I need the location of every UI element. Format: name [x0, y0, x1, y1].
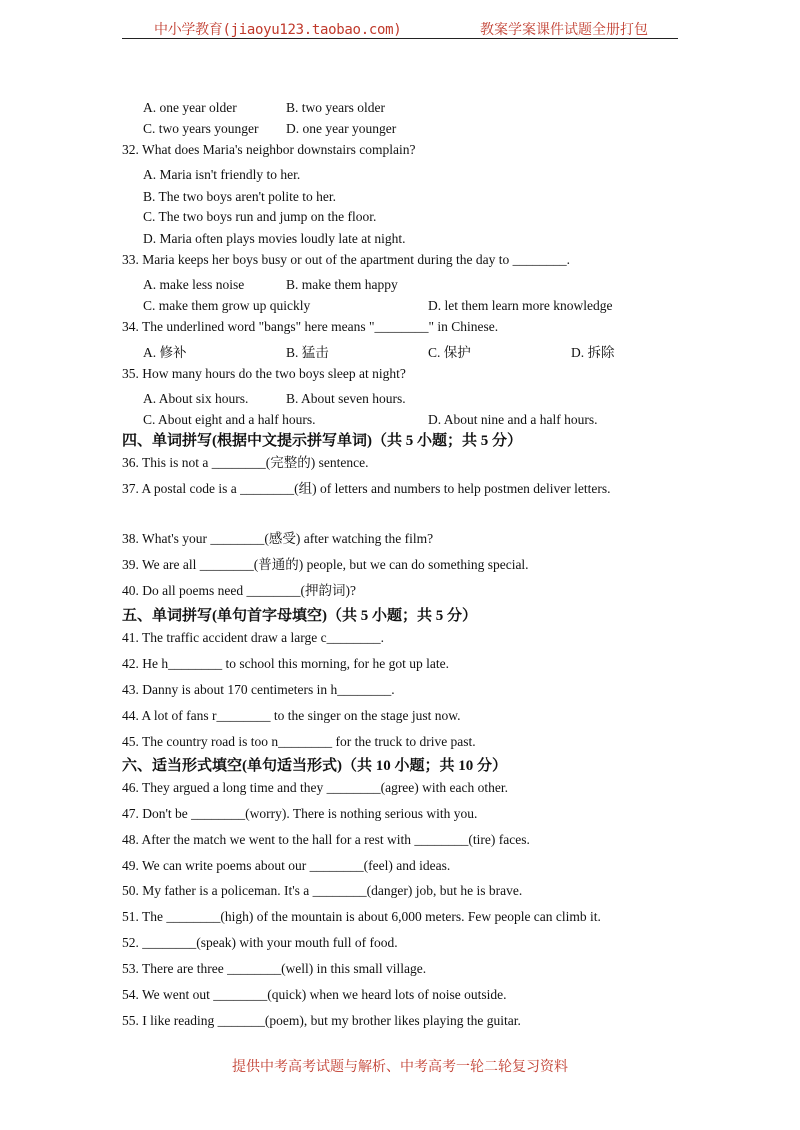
q50: 50. My father is a policeman. It's a ________(danger) job, but he is brave.	[122, 883, 523, 898]
q44: 44. A lot of fans r________ to the singer on the stage just now.	[122, 708, 461, 723]
page-header	[122, 18, 678, 39]
q36: 36. This is not a ________(完整的) sentence.	[122, 455, 369, 470]
q33-option-c: C. make them grow up quickly	[143, 298, 311, 313]
q35-option-c: C. About eight and a half hours.	[143, 412, 316, 427]
q47: 47. Don't be ________(worry). There is nothing serious with you.	[122, 806, 478, 821]
q32-option-d: D. Maria often plays movies loudly late at night.	[143, 231, 406, 246]
section-5-title: 五、单词拼写(单句首字母填空)（共 5 小题；共 5 分）	[122, 608, 477, 624]
q33-option-b: B. make them happy	[286, 277, 398, 292]
q40: 40. Do all poems need ________(押韵词)?	[122, 583, 356, 598]
q43: 43. Danny is about 170 centimeters in h________.	[122, 682, 395, 697]
q31-option-a: A. one year older	[143, 100, 237, 115]
q48: 48. After the match we went to the hall for a rest with ________(tire) faces.	[122, 832, 530, 847]
q34-option-b: B. 猛击	[286, 345, 329, 360]
q33-option-a: A. make less noise	[143, 277, 245, 292]
page-footer: 提供中考高考试题与解析、中考高考一轮二轮复习资料	[232, 1060, 568, 1075]
q46: 46. They argued a long time and they ________(agree) with each other.	[122, 780, 509, 795]
q31-option-d: D. one year younger	[286, 121, 397, 136]
header-right-text: 教案学案课件试题全册打包	[480, 23, 648, 38]
q51: 51. The ________(high) of the mountain is about 6,000 meters. Few people can climb it.	[122, 909, 601, 924]
q35-stem: 35. How many hours do the two boys sleep at night?	[122, 366, 406, 381]
q55: 55. I like reading _______(poem), but my brother likes playing the guitar.	[122, 1013, 521, 1028]
q49: 49. We can write poems about our ________(feel) and ideas.	[122, 858, 451, 873]
q32-stem: 32. What does Maria's neighbor downstairs complain?	[122, 142, 416, 157]
q37: 37. A postal code is a ________(组) of letters and numbers to help postmen deliver letters.	[122, 481, 611, 496]
q42: 42. He h________ to school this morning, for he got up late.	[122, 656, 449, 671]
q38: 38. What's your ________(感受) after watching the film?	[122, 531, 434, 546]
q32-option-b: B. The two boys aren't polite to her.	[143, 189, 337, 204]
q54: 54. We went out ________(quick) when we heard lots of noise outside.	[122, 987, 507, 1002]
q32-option-c: C. The two boys run and jump on the floor.	[143, 209, 377, 224]
q32-option-a: A. Maria isn't friendly to her.	[143, 167, 301, 182]
q45: 45. The country road is too n________ for the truck to drive past.	[122, 734, 476, 749]
q34-option-c: C. 保护	[428, 345, 471, 360]
q31-option-b: B. two years older	[286, 100, 385, 115]
q35-option-d: D. About nine and a half hours.	[428, 412, 598, 427]
q53: 53. There are three ________(well) in this small village.	[122, 961, 427, 976]
section-6-title: 六、适当形式填空(单句适当形式)（共 10 小题；共 10 分）	[122, 758, 507, 774]
section-4-title: 四、单词拼写(根据中文提示拼写单词)（共 5 小题；共 5 分）	[122, 433, 522, 449]
q39: 39. We are all ________(普通的) people, but we can do something special.	[122, 557, 529, 572]
q34-option-a: A. 修补	[143, 345, 187, 360]
q33-stem: 33. Maria keeps her boys busy or out of the apartment during the day to ________.	[122, 252, 571, 267]
q52: 52. ________(speak) with your mouth full of food.	[122, 935, 398, 950]
q33-option-d: D. let them learn more knowledge	[428, 298, 613, 313]
q35-option-a: A. About six hours.	[143, 391, 249, 406]
q34-option-d: D. 拆除	[571, 345, 615, 360]
header-left-text: 中小学教育(jiaoyu123.taobao.com)	[154, 22, 402, 38]
q41: 41. The traffic accident draw a large c________.	[122, 630, 385, 645]
q31-option-c: C. two years younger	[143, 121, 259, 136]
q35-option-b: B. About seven hours.	[286, 391, 406, 406]
q34-stem: 34. The underlined word "bangs" here means "________" in Chinese.	[122, 319, 499, 334]
